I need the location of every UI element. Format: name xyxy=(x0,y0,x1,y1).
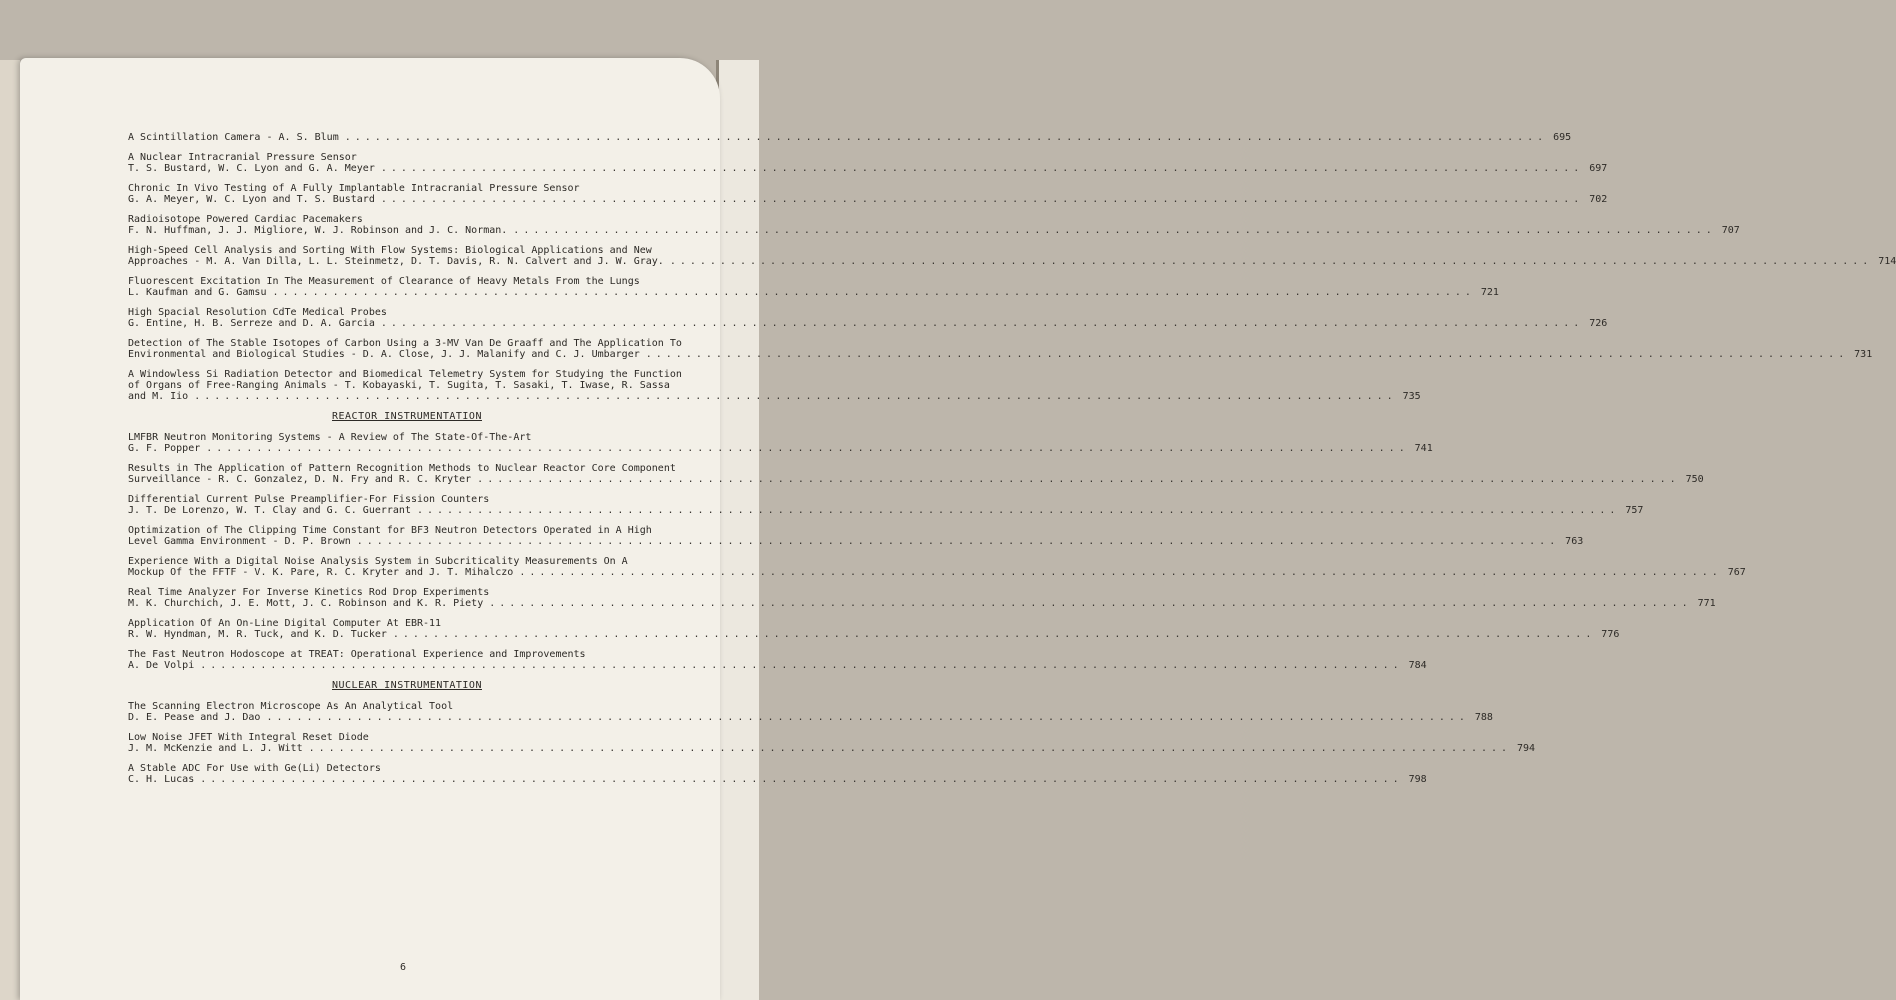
toc-entry-line xyxy=(128,369,686,380)
entry-page-number: 794 xyxy=(1517,743,1536,754)
toc-entry xyxy=(128,556,1746,578)
entry-authors: C. H. Lucas xyxy=(128,774,195,785)
entry-authors: Surveillance - R. C. Gonzalez, D. N. Fry and R. C. Kryter xyxy=(128,474,472,485)
toc-entry xyxy=(128,649,1427,671)
toc-entry-line xyxy=(128,256,1896,267)
dot-leader: ........................................................................................................................ xyxy=(272,287,1475,298)
toc-entry-line xyxy=(128,463,686,474)
entry-page-number: 735 xyxy=(1402,391,1421,402)
toc-entry xyxy=(128,152,1608,174)
dot-leader: ........................................................................................................................ xyxy=(669,256,1873,267)
entry-title: Fluorescent Excitation In The Measurement of Clearance of Heavy Metals From the Lungs xyxy=(128,276,640,287)
entry-title: The Fast Neutron Hodoscope at TREAT: Operational Experience and Improvements xyxy=(128,649,586,660)
toc-entry xyxy=(128,276,1499,298)
entry-page-number: 788 xyxy=(1474,712,1493,723)
toc-entry-line xyxy=(128,245,686,256)
toc-entry-line xyxy=(128,318,1608,329)
entry-title: The Scanning Electron Microscope As An Analytical Tool xyxy=(128,701,454,712)
toc-entry-line xyxy=(128,505,1644,516)
entry-page-number: 702 xyxy=(1589,194,1608,205)
toc-entry xyxy=(128,245,1896,267)
page-number: 6 xyxy=(400,962,407,973)
toc-entry-line xyxy=(128,183,686,194)
entry-page-number: 750 xyxy=(1685,474,1704,485)
entry-authors: D. E. Pease and J. Dao xyxy=(128,712,261,723)
dot-leader: ........................................................................................................................ xyxy=(519,567,1722,578)
toc-entry-line xyxy=(128,743,1536,754)
toc-entry-line xyxy=(128,225,1740,236)
entry-authors: Mockup Of the FFTF - V. K. Pare, R. C. Kryter and J. T. Mihalczo xyxy=(128,567,514,578)
entry-authors: G. Entine, H. B. Serreze and D. A. Garcia xyxy=(128,318,375,329)
entry-page-number: 697 xyxy=(1589,163,1608,174)
entry-title: High Spacial Resolution CdTe Medical Probes xyxy=(128,307,387,318)
entry-title: Radioisotope Powered Cardiac Pacemakers xyxy=(128,214,363,225)
table-of-contents xyxy=(128,132,1896,794)
entry-page-number: 767 xyxy=(1727,567,1746,578)
dot-leader: ........................................................................................................................ xyxy=(392,629,1596,640)
toc-entry xyxy=(128,701,1493,723)
entry-authors: J. M. McKenzie and L. J. Witt xyxy=(128,743,303,754)
entry-title: Experience With a Digital Noise Analysis System in Subcriticality Measurements On A xyxy=(128,556,628,567)
entry-page-number: 757 xyxy=(1625,505,1644,516)
entry-authors: R. W. Hyndman, M. R. Tuck, and K. D. Tucker xyxy=(128,629,387,640)
toc-entry xyxy=(128,369,1421,402)
entry-authors: Environmental and Biological Studies - D. A. Close, J. J. Malanify and C. J. Umbarger xyxy=(128,349,640,360)
section-heading: NUCLEAR INSTRUMENTATION xyxy=(332,680,482,691)
toc-entry-line xyxy=(128,391,1421,402)
toc-entry-line xyxy=(128,536,1584,547)
toc-entry-line xyxy=(128,629,1620,640)
toc-entry xyxy=(128,763,1427,785)
toc-entry xyxy=(128,587,1716,609)
section-heading: REACTOR INSTRUMENTATION xyxy=(332,411,482,422)
toc-entry-line xyxy=(128,432,686,443)
toc-entry-line xyxy=(128,307,686,318)
toc-entry-line xyxy=(128,556,686,567)
toc-entry-line xyxy=(128,567,1746,578)
toc-entry xyxy=(128,183,1608,205)
toc-entry-line xyxy=(128,587,686,598)
toc-entry-line xyxy=(128,380,686,391)
toc-entry-line xyxy=(128,660,1427,671)
entry-page-number: 731 xyxy=(1854,349,1873,360)
toc-entry xyxy=(128,132,1572,143)
dot-leader: ........................................................................................................................ xyxy=(194,391,1397,402)
entry-page-number: 707 xyxy=(1721,225,1740,236)
dot-leader: ........................................................................................................................ xyxy=(200,774,1403,785)
dot-leader: ........................................................................................................................ xyxy=(266,712,1469,723)
toc-entry xyxy=(128,214,1740,236)
entry-page-number: 771 xyxy=(1697,598,1716,609)
toc-entry-line xyxy=(128,474,1704,485)
toc-entry-line xyxy=(128,732,686,743)
toc-entry-line xyxy=(128,774,1427,785)
toc-entry-line xyxy=(128,712,1493,723)
dot-leader: ........................................................................................................................ xyxy=(645,349,1849,360)
toc-entry-line xyxy=(128,194,1608,205)
entry-authors: L. Kaufman and G. Gamsu xyxy=(128,287,267,298)
dot-leader: ........................................................................................................................ xyxy=(308,743,1512,754)
dot-leader: ........................................................................................................................ xyxy=(200,660,1403,671)
entry-title: A Scintillation Camera - A. S. Blum xyxy=(128,132,339,143)
entry-authors: Approaches - M. A. Van Dilla, L. L. Steinmetz, D. T. Davis, R. N. Calvert and J. W. Gray. xyxy=(128,256,664,267)
toc-entry xyxy=(128,618,1620,640)
entry-page-number: 741 xyxy=(1414,443,1433,454)
entry-title: Application Of An On-Line Digital Computer At EBR-11 xyxy=(128,618,442,629)
entry-title: Low Noise JFET With Integral Reset Diode xyxy=(128,732,369,743)
dot-leader: ........................................................................................................................ xyxy=(380,163,1584,174)
entry-page-number: 714 xyxy=(1878,256,1896,267)
entry-title: High-Speed Cell Analysis and Sorting With Flow Systems: Biological Applications and New xyxy=(128,245,652,256)
entry-title: Differential Current Pulse Preamplifier-For Fission Counters xyxy=(128,494,490,505)
toc-entry-line xyxy=(128,525,686,536)
toc-entry xyxy=(128,338,1873,360)
entry-authors: A. De Volpi xyxy=(128,660,195,671)
entry-title: A Nuclear Intracranial Pressure Sensor xyxy=(128,152,357,163)
entry-authors: and M. Iio xyxy=(128,391,189,402)
dot-leader: ........................................................................................................................ xyxy=(344,132,1548,143)
entry-page-number: 776 xyxy=(1601,629,1620,640)
toc-entry-line xyxy=(128,618,686,629)
entry-page-number: 798 xyxy=(1408,774,1427,785)
toc-entry-line xyxy=(128,494,686,505)
entry-authors: T. S. Bustard, W. C. Lyon and G. A. Meyer xyxy=(128,163,375,174)
toc-entry-line xyxy=(128,443,1433,454)
toc-entry-line xyxy=(128,276,686,287)
entry-authors: Level Gamma Environment - D. P. Brown xyxy=(128,536,351,547)
toc-entry xyxy=(128,463,1704,485)
toc-entry-line xyxy=(128,349,1873,360)
entry-page-number: 726 xyxy=(1589,318,1608,329)
toc-entry xyxy=(128,307,1608,329)
entry-title: Detection of The Stable Isotopes of Carbon Using a 3-MV Van De Graaff and The Application To xyxy=(128,338,682,349)
toc-entry-line xyxy=(128,338,686,349)
entry-page-number: 721 xyxy=(1480,287,1499,298)
entry-authors: G. A. Meyer, W. C. Lyon and T. S. Bustard xyxy=(128,194,375,205)
toc-entry-line xyxy=(128,163,1608,174)
entry-page-number: 763 xyxy=(1565,536,1584,547)
dot-leader: ........................................................................................................................ xyxy=(380,318,1584,329)
left-page-edge xyxy=(0,60,20,1000)
entry-page-number: 695 xyxy=(1553,132,1572,143)
dot-leader: ........................................................................................................................ xyxy=(206,443,1409,454)
toc-entry-line xyxy=(128,763,686,774)
entry-title: LMFBR Neutron Monitoring Systems - A Review of The State-Of-The-Art xyxy=(128,432,532,443)
toc-entry-line xyxy=(128,287,1499,298)
toc-entry xyxy=(128,525,1584,547)
entry-title: A Stable ADC For Use with Ge(Li) Detectors xyxy=(128,763,381,774)
dot-leader: ........................................................................................................................ xyxy=(416,505,1620,516)
dot-leader: ........................................................................................................................ xyxy=(380,194,1584,205)
entry-authors: F. N. Huffman, J. J. Migliore, W. J. Robinson and J. C. Norman. xyxy=(128,225,508,236)
entry-authors: of Organs of Free-Ranging Animals - T. Kobayaski, T. Sugita, T. Sasaki, T. Iwase, R. Sassa xyxy=(128,380,670,391)
toc-entry-line xyxy=(128,214,686,225)
entry-title: Chronic In Vivo Testing of A Fully Implantable Intracranial Pressure Sensor xyxy=(128,183,580,194)
toc-entry xyxy=(128,494,1644,516)
toc-entry-line xyxy=(128,649,686,660)
entry-title: A Windowless Si Radiation Detector and Biomedical Telemetry System for Studying the Function xyxy=(128,369,682,380)
entry-page-number: 784 xyxy=(1408,660,1427,671)
dot-leader: ........................................................................................................................ xyxy=(489,598,1692,609)
entry-authors: G. F. Popper xyxy=(128,443,201,454)
toc-entry xyxy=(128,432,1433,454)
entry-authors: M. K. Churchich, J. E. Mott, J. C. Robinson and K. R. Piety xyxy=(128,598,484,609)
entry-title: Optimization of The Clipping Time Constant for BF3 Neutron Detectors Operated in A High xyxy=(128,525,652,536)
entry-title: Real Time Analyzer For Inverse Kinetics Rod Drop Experiments xyxy=(128,587,490,598)
toc-entry-line xyxy=(128,132,1572,143)
toc-entry xyxy=(128,732,1536,754)
toc-entry-line xyxy=(128,701,686,712)
toc-entry-line xyxy=(128,152,686,163)
dot-leader: ........................................................................................................................ xyxy=(513,225,1716,236)
dot-leader: ........................................................................................................................ xyxy=(356,536,1560,547)
toc-entry-line xyxy=(128,598,1716,609)
dot-leader: ........................................................................................................................ xyxy=(477,474,1680,485)
entry-authors: J. T. De Lorenzo, W. T. Clay and G. C. Guerrant xyxy=(128,505,411,516)
entry-title: Results in The Application of Pattern Recognition Methods to Nuclear Reactor Core Component xyxy=(128,463,676,474)
